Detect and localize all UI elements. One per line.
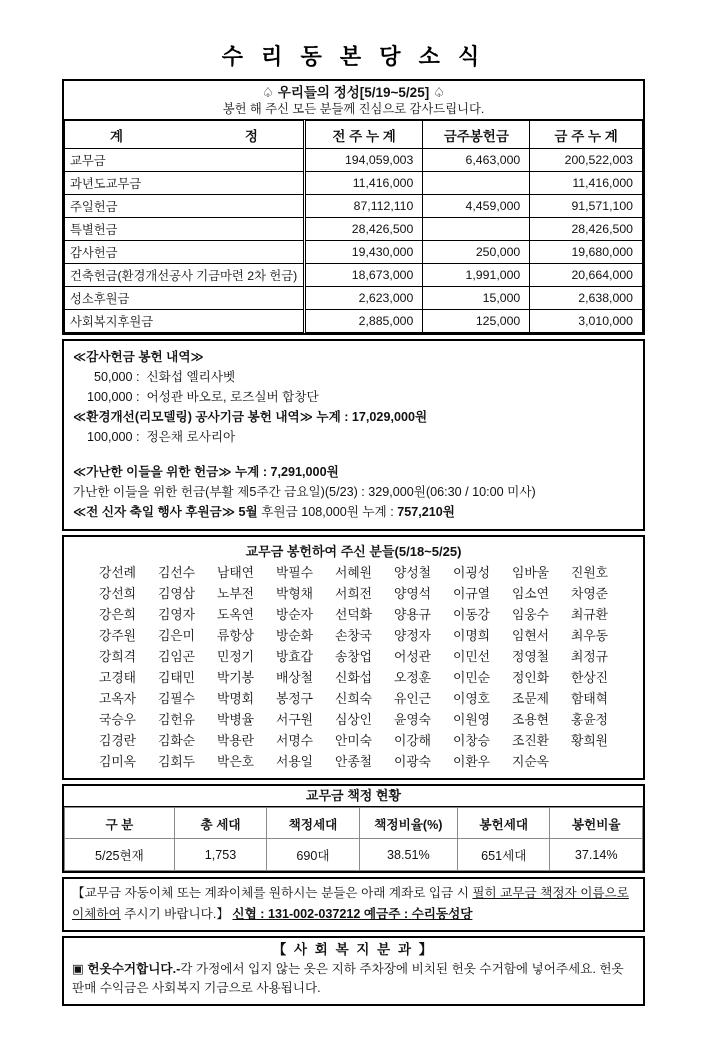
offering-account-name: 성소후원금	[65, 287, 305, 310]
donor-name: 최정규	[570, 649, 609, 664]
offering-week-amount: 15,000	[423, 287, 530, 310]
donor-name: 어성관	[393, 649, 432, 664]
offering-header-row	[65, 121, 643, 149]
offering-row	[65, 264, 643, 287]
offering-header-prev-total: 전 주 누 계	[304, 121, 422, 149]
offering-header-week-amount: 금주봉헌금	[423, 121, 530, 149]
donor-name: 유인근	[393, 691, 432, 706]
detail-line: 100,000 : 정은채 로사리아	[73, 430, 236, 444]
welfare-body-text: 각 가정에서 입지 않는 옷은 지하 주차장에 비치된 헌옷 수거함에 넣어주세요. 헌옷 판매 수익금은 사회복지 기금으로 사용됩니다.	[72, 962, 624, 995]
offering-header-account-right: 정	[244, 128, 258, 144]
donor-name: 김은미	[157, 628, 196, 643]
notice-segment: 【교무금 자동이체 또는 계좌이체를 원하시는 분들은 아래 계좌로 입금 시	[72, 886, 473, 900]
assessment-header-cell: 구 분	[65, 808, 175, 839]
offering-week-total: 91,571,100	[530, 195, 643, 218]
offering-account-name: 감사헌금	[65, 241, 305, 264]
offering-row	[65, 149, 643, 172]
donor-name: 민정기	[216, 649, 255, 664]
offering-period-title: ♤ 우리들의 정성[5/19~5/25] ♤	[261, 85, 446, 100]
donor-name: 정인화	[511, 670, 550, 685]
donor-name: 고옥자	[98, 691, 137, 706]
donor-name: 심상인	[334, 712, 373, 727]
welfare-lead-text: 헌옷수거합니다.-	[87, 962, 181, 976]
donor-name: 손창국	[334, 628, 373, 643]
donor-name: 양용규	[393, 607, 432, 622]
donor-name: 신희숙	[334, 691, 373, 706]
offering-thanks-subtitle: 봉헌 해 주신 모든 분들께 진심으로 감사드립니다.	[222, 102, 485, 116]
social-welfare-title: 【 사 회 복 지 분 과 】	[272, 942, 435, 957]
offering-prev-total: 28,426,500	[304, 218, 422, 241]
donor-name: 선덕화	[334, 607, 373, 622]
donor-name: 김헌유	[157, 712, 196, 727]
detail-line: ≪전 신자 축일 행사 후원금≫ 5월 후원금 108,000원 누계 : 757,210원	[73, 505, 455, 519]
donor-name: 이명희	[452, 628, 491, 643]
assessment-box	[62, 784, 645, 873]
offering-prev-total: 194,059,003	[304, 149, 422, 172]
social-welfare-box	[62, 936, 645, 1006]
donor-name: 이환우	[452, 754, 491, 769]
donor-name: 이영호	[452, 691, 491, 706]
donor-name: 김영자	[157, 607, 196, 622]
detail-line: 가난한 이들을 위한 헌금(부활 제5주간 금요일)(5/23) : 329,000원(06:30 / 10:00 미사)	[73, 485, 536, 499]
donor-name: 조용현	[511, 712, 550, 727]
offering-week-amount	[423, 172, 530, 195]
assessment-header-row	[65, 808, 643, 839]
offering-week-total: 28,426,500	[530, 218, 643, 241]
donor-name: 신화섭	[334, 670, 373, 685]
notice-segment: 주시기 바랍니다.】	[120, 907, 233, 921]
detail-line: 100,000 : 어성관 바오로, 로즈실버 합창단	[73, 390, 319, 404]
donor-name: 강선례	[98, 565, 137, 580]
donor-name: 임웅수	[511, 607, 550, 622]
donor-name: 최우동	[570, 628, 609, 643]
donor-name: 황희원	[570, 733, 609, 748]
donor-name: 박형채	[275, 586, 314, 601]
donor-name: 박기봉	[216, 670, 255, 685]
donor-name: 서혜원	[334, 565, 373, 580]
donor-name: 도옥연	[216, 607, 255, 622]
detail-line-bold: ≪환경개선(리모델링) 공사기금 봉헌 내역≫ 누계 : 17,029,000원	[73, 410, 428, 424]
donor-names-title: 교무금 봉헌하여 주신 분들(5/18~5/25)	[245, 544, 462, 559]
donor-name: 김태민	[157, 670, 196, 685]
donor-name: 김회두	[157, 754, 196, 769]
offering-account-name: 건축헌금(환경개선공사 기금마련 2차 헌금)	[65, 264, 305, 287]
donor-name: 박병율	[216, 712, 255, 727]
assessment-data-row	[65, 839, 643, 871]
offering-prev-total: 11,416,000	[304, 172, 422, 195]
donor-name: 최규환	[570, 607, 609, 622]
offering-week-total: 20,664,000	[530, 264, 643, 287]
donor-name: 이규열	[452, 586, 491, 601]
donor-name: 봉정구	[275, 691, 314, 706]
donor-name: 송창업	[334, 649, 373, 664]
donor-name: 이광숙	[393, 754, 432, 769]
donor-name: 진원호	[570, 565, 609, 580]
donor-name: 박용란	[216, 733, 255, 748]
donor-name: 박은호	[216, 754, 255, 769]
donor-name: 조진환	[511, 733, 550, 748]
social-welfare-body	[72, 960, 635, 998]
bulletin-content	[62, 79, 645, 1006]
detail-line-bold: ≪전 신자 축일 행사 후원금≫ 5월	[73, 505, 258, 519]
donor-name: 정영철	[511, 649, 550, 664]
notice-segment: 필히 교무금 책정자 이름으로 이체하여	[72, 886, 629, 921]
donor-name: 임현서	[511, 628, 550, 643]
offering-row	[65, 310, 643, 333]
donor-name: 이강해	[393, 733, 432, 748]
detail-line	[73, 447, 634, 462]
donor-name: 방순자	[275, 607, 314, 622]
offering-week-amount: 125,000	[423, 310, 530, 333]
donor-name: 서용일	[275, 754, 314, 769]
offering-week-total: 11,416,000	[530, 172, 643, 195]
donor-name: 양영석	[393, 586, 432, 601]
transfer-notice-box	[62, 877, 645, 932]
donor-name: 김임곤	[157, 649, 196, 664]
offering-account-name: 사회복지후원금	[65, 310, 305, 333]
donor-name: 서구원	[275, 712, 314, 727]
donor-name: 방효갑	[275, 649, 314, 664]
offering-account-name: 과년도교무금	[65, 172, 305, 195]
detail-line: 50,000 : 신화섭 엘리사벳	[73, 370, 236, 384]
assessment-value-cell: 651세대	[458, 839, 550, 871]
assessment-header-cell: 책정세대	[267, 808, 359, 839]
offering-account-name: 특별헌금	[65, 218, 305, 241]
offering-week-total: 3,010,000	[530, 310, 643, 333]
donor-name: 윤영숙	[393, 712, 432, 727]
donor-name: 안종철	[334, 754, 373, 769]
donor-name: 지순옥	[511, 754, 550, 769]
offering-week-total: 19,680,000	[530, 241, 643, 264]
offering-week-amount: 250,000	[423, 241, 530, 264]
donor-name: 방순화	[275, 628, 314, 643]
donor-name: 안미숙	[334, 733, 373, 748]
donor-name: 김경란	[98, 733, 137, 748]
donor-name: 강주원	[98, 628, 137, 643]
offering-week-amount: 4,459,000	[423, 195, 530, 218]
assessment-header-cell: 책정비율(%)	[359, 808, 457, 839]
donor-name: 노부전	[216, 586, 255, 601]
page-title: 수 리 동 본 당 소 식	[221, 44, 486, 69]
offering-week-amount: 1,991,000	[423, 264, 530, 287]
donor-name: 오정훈	[393, 670, 432, 685]
offering-week-total: 2,638,000	[530, 287, 643, 310]
donor-name: 양정자	[393, 628, 432, 643]
detail-line	[73, 347, 634, 367]
assessment-value-cell: 690대	[267, 839, 359, 871]
offering-header-account-left: 계	[110, 128, 124, 144]
donor-name: 임바울	[511, 565, 550, 580]
donor-name: 김필수	[157, 691, 196, 706]
donor-name: 이동강	[452, 607, 491, 622]
donor-name: 한상진	[570, 670, 609, 685]
offering-prev-total: 2,623,000	[304, 287, 422, 310]
offering-prev-total: 87,112,110	[304, 195, 422, 218]
donor-name: 박명회	[216, 691, 255, 706]
donor-names-box	[62, 535, 645, 780]
donor-name: 이창승	[452, 733, 491, 748]
offering-summary-box	[62, 79, 645, 335]
assessment-value-cell: 38.51%	[359, 839, 457, 871]
donor-name: 국승우	[98, 712, 137, 727]
donor-name: 남태연	[216, 565, 255, 580]
offering-summary-header	[64, 81, 643, 120]
donor-name: 조문제	[511, 691, 550, 706]
donor-name: 류항상	[216, 628, 255, 643]
offering-row	[65, 287, 643, 310]
donor-name: 서명수	[275, 733, 314, 748]
donor-name: 이민순	[452, 670, 491, 685]
offering-week-amount	[423, 218, 530, 241]
donor-name: 강선희	[98, 586, 137, 601]
donor-name: 이민선	[452, 649, 491, 664]
assessment-header-cell: 봉헌비율	[550, 808, 643, 839]
donor-name: 함태혁	[570, 691, 609, 706]
assessment-value-cell: 5/25현재	[65, 839, 175, 871]
donor-name: 김선수	[157, 565, 196, 580]
donor-name: 차영준	[570, 586, 609, 601]
offering-account-name: 교무금	[65, 149, 305, 172]
donor-name: 배상철	[275, 670, 314, 685]
offering-row	[65, 195, 643, 218]
assessment-value-cell: 1,753	[174, 839, 266, 871]
donor-name: 강희격	[98, 649, 137, 664]
assessment-title: 교무금 책정 현황	[64, 786, 643, 807]
offering-header-account	[65, 121, 305, 149]
offering-row	[65, 172, 643, 195]
donor-name: 김화순	[157, 733, 196, 748]
offering-account-name: 주일헌금	[65, 195, 305, 218]
offering-week-amount: 6,463,000	[423, 149, 530, 172]
detail-line-bold: ≪감사헌금 봉헌 내역≫	[73, 350, 204, 364]
assessment-value-cell: 37.14%	[550, 839, 643, 871]
offering-row	[65, 241, 643, 264]
detail-line-bold: 757,210원	[397, 505, 455, 519]
offering-header-week-total: 금 주 누 계	[530, 121, 643, 149]
donor-name: 김미옥	[98, 754, 137, 769]
donor-name: 박필수	[275, 565, 314, 580]
donor-name: 홍윤정	[570, 712, 609, 727]
offering-prev-total: 19,430,000	[304, 241, 422, 264]
assessment-header-cell: 총 세대	[174, 808, 266, 839]
donor-name: 고경태	[98, 670, 137, 685]
donor-name: 양성철	[393, 565, 432, 580]
notice-segment: 신협 : 131-002-037212 예금주 : 수리동성당	[232, 907, 473, 921]
offering-prev-total: 18,673,000	[304, 264, 422, 287]
donor-name: 강은희	[98, 607, 137, 622]
donor-name: 김영삼	[157, 586, 196, 601]
assessment-header-cell: 봉헌세대	[458, 808, 550, 839]
donor-name: 이굉성	[452, 565, 491, 580]
detail-line	[73, 407, 634, 427]
offering-week-total: 200,522,003	[530, 149, 643, 172]
offering-table	[64, 120, 643, 333]
donation-details-box	[62, 339, 645, 531]
assessment-table	[64, 807, 643, 871]
donor-name: 이원영	[452, 712, 491, 727]
welfare-bullet-icon: ▣	[72, 962, 88, 976]
detail-line	[73, 462, 634, 482]
offering-prev-total: 2,885,000	[304, 310, 422, 333]
donor-name: 임소연	[511, 586, 550, 601]
detail-line-bold: ≪가난한 이들을 위한 헌금≫ 누계 : 7,291,000원	[73, 465, 339, 479]
offering-row	[65, 218, 643, 241]
donor-name: 서희전	[334, 586, 373, 601]
donor-names-grid	[64, 561, 643, 778]
